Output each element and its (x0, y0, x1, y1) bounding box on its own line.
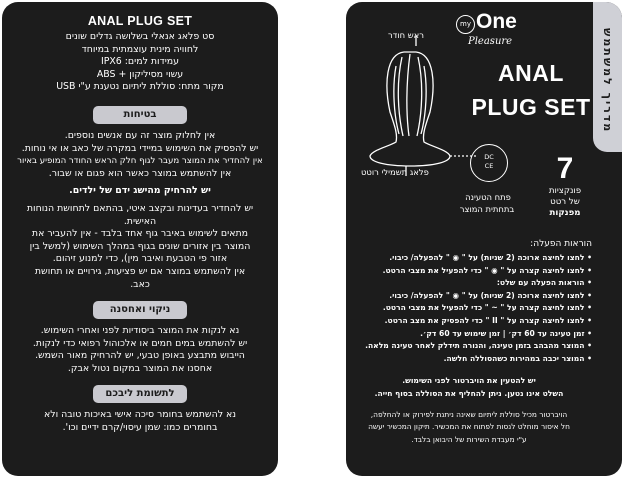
intro-line: מקור מתח: סוללת ליתיום נטענת ע"י USB (56, 81, 224, 93)
safety-line: יש להרחיק מהישג ידם של ילדים. (69, 185, 211, 197)
side-tab (593, 2, 622, 152)
side-tab-label: מדריך למשתמש (601, 28, 614, 134)
instructions-block (346, 237, 592, 446)
intro-line: לחוויה מינית עוצמתית במיוחד (81, 43, 199, 55)
attention-line: נא להשתמש בחומר סיכה אישי באיכות טובה ולא (43, 409, 237, 421)
cleaning-line: הייבוש מתבצע באופן טבעי, יש להרחיק מאור השמש. (35, 350, 245, 362)
cleaning-line: יש להשתמש במים חמים או אלכוהול רפואי כדי לנקות. (32, 337, 248, 349)
product-title: ANAL PLUG SET (87, 14, 193, 28)
remote-note: השלט אינו נטען. ניתן להחליף את הסוללה בסוף חייה. (374, 388, 564, 398)
head-label: ראש חודר (388, 30, 424, 40)
plug-diagram-icon (346, 24, 476, 204)
cleaning-block (2, 325, 278, 375)
safety-line: יש להחדיר בעדינות ובקצב איטי, בהתאם לתחושת הנוחות (26, 202, 254, 214)
instruction-line: • המוצר מהבהב בזמן טעינה, והנורה תידלק לאחר טעינה מלאה. (346, 340, 592, 353)
port-ce-text: CE (484, 162, 494, 170)
safety-line: אזור פי הטבעת ואיבר מין), כדי למנוע זיהום. (52, 253, 228, 265)
charge-note: יש להטעין את הויברטור לפני השימוש. (402, 376, 536, 386)
instructions-heading: הוראות הפעלה: (530, 239, 592, 249)
attention-block (2, 409, 278, 434)
cleaning-line: אחסנו את המוצר במקום נטול אבק. (67, 362, 213, 374)
port-label-1: פתח הטעינה (465, 192, 511, 202)
safety-line: כאב. (130, 278, 150, 290)
features-line: פונקציות (548, 186, 582, 196)
safety-block (2, 130, 278, 291)
footer-line: חל איסור מוחלט לנסות לפתוח את המכשיר. תיקון המכשיר יעשה (368, 422, 570, 432)
safety-line: המוצר בין אזורים שונים בגוף במהלך השימוש (למשל בין (29, 240, 251, 252)
cleaning-section-header: ניקוי ואחסנה (93, 301, 187, 319)
instruction-line: • לחצו לחיצה ארוכה (2 שניות) על " ◉ " להפעלה/ כיבוי. (346, 252, 592, 265)
title-line-1: ANAL (498, 60, 564, 86)
instruction-line: • הוראות הפעלה עם שלט: (346, 277, 592, 290)
footer-line: ע"י מעבדת השירות של היבואן בלבד. (411, 434, 527, 444)
logo-one-text: One (476, 10, 517, 33)
intro-line: סט פלאג אנאלי בשלושה גדלים שונים (65, 31, 215, 42)
instruction-line: • המוצר יכבה במהירות כשהסוללה חלשה. (346, 353, 592, 366)
attention-line: בחומרים כמו: שמן עיסוי/קרם ידיים וכו'. (62, 422, 218, 434)
intro-line: עמידות למים: IPX6 (100, 56, 180, 68)
logo-my-badge: my (456, 15, 475, 34)
left-info-card (2, 2, 278, 476)
features-label (538, 186, 592, 219)
intro-block (2, 31, 278, 94)
right-product-card (346, 2, 622, 476)
safety-section-header: בטיחות (93, 106, 187, 124)
footer-line: הויברטור מכיל סוללת ליתיום שאינה ניתנת לפירוק או להחלפה, (370, 409, 568, 419)
cleaning-line: נא לנקות את המוצר ביסודיות לפני ואחרי השימוש. (40, 325, 240, 337)
instruction-line: • לחצו לחיצה קצרה על " ◉ " כדי להפעיל את מצבי הרטט. (346, 265, 592, 278)
safety-line: מתאים לשימוש באיבר גוף אחד בלבד - אין להעביר את (31, 228, 249, 240)
logo-pleasure-text: Pleasure (468, 36, 513, 47)
attention-section-header: לתשומת ליבכם (93, 385, 187, 403)
safety-line: האישית. (123, 215, 157, 227)
features-line: מפנקות (549, 208, 581, 218)
instruction-line: • לחצו לחיצה קצרה על " ~ " כדי להפעיל את מצבי הרטט. (346, 302, 592, 315)
instruction-line: • לחצו לחיצה קצרה על " II " כדי להפסיק את מצב הרטט. (346, 315, 592, 328)
port-label-2: בתחתית המוצר (459, 204, 515, 214)
features-count: 7 (556, 152, 574, 185)
safety-line: אין לחלוק מוצר זה עם אנשים נוספים. (64, 129, 216, 141)
intro-line: עשוי מסיליקון + ABS (96, 68, 184, 80)
safety-line: אין להחדיר את המוצר מעבר לגוף חלק הראש החודר המופיע באיור (17, 156, 263, 167)
features-line: של רטט (550, 197, 580, 207)
safety-line: אין להשתמש במוצר כאשר הוא פגום או שבור. (48, 167, 232, 179)
charging-port-icon (470, 144, 508, 182)
instruction-line: • לחצו לחיצה ארוכה (2 שניות) על " ◉ " להפעלה/ כיבוי. (346, 290, 592, 303)
safety-line: יש להפסיק את השימוש במיידי במקרה של כאב או אי נוחות. (21, 142, 259, 154)
base-label: פלאג תשמילי רוטט (361, 167, 429, 177)
port-dc-text: DC (484, 153, 494, 161)
instruction-line: • זמן טעינה עד 60 דק׳ | זמן שימוש עד 60 דק׳. (346, 328, 592, 341)
title-line-2: PLUG SET (471, 94, 591, 120)
safety-line: אין להשתמש במוצר אם יש פציעות, גירויים או תחושת (34, 265, 246, 277)
